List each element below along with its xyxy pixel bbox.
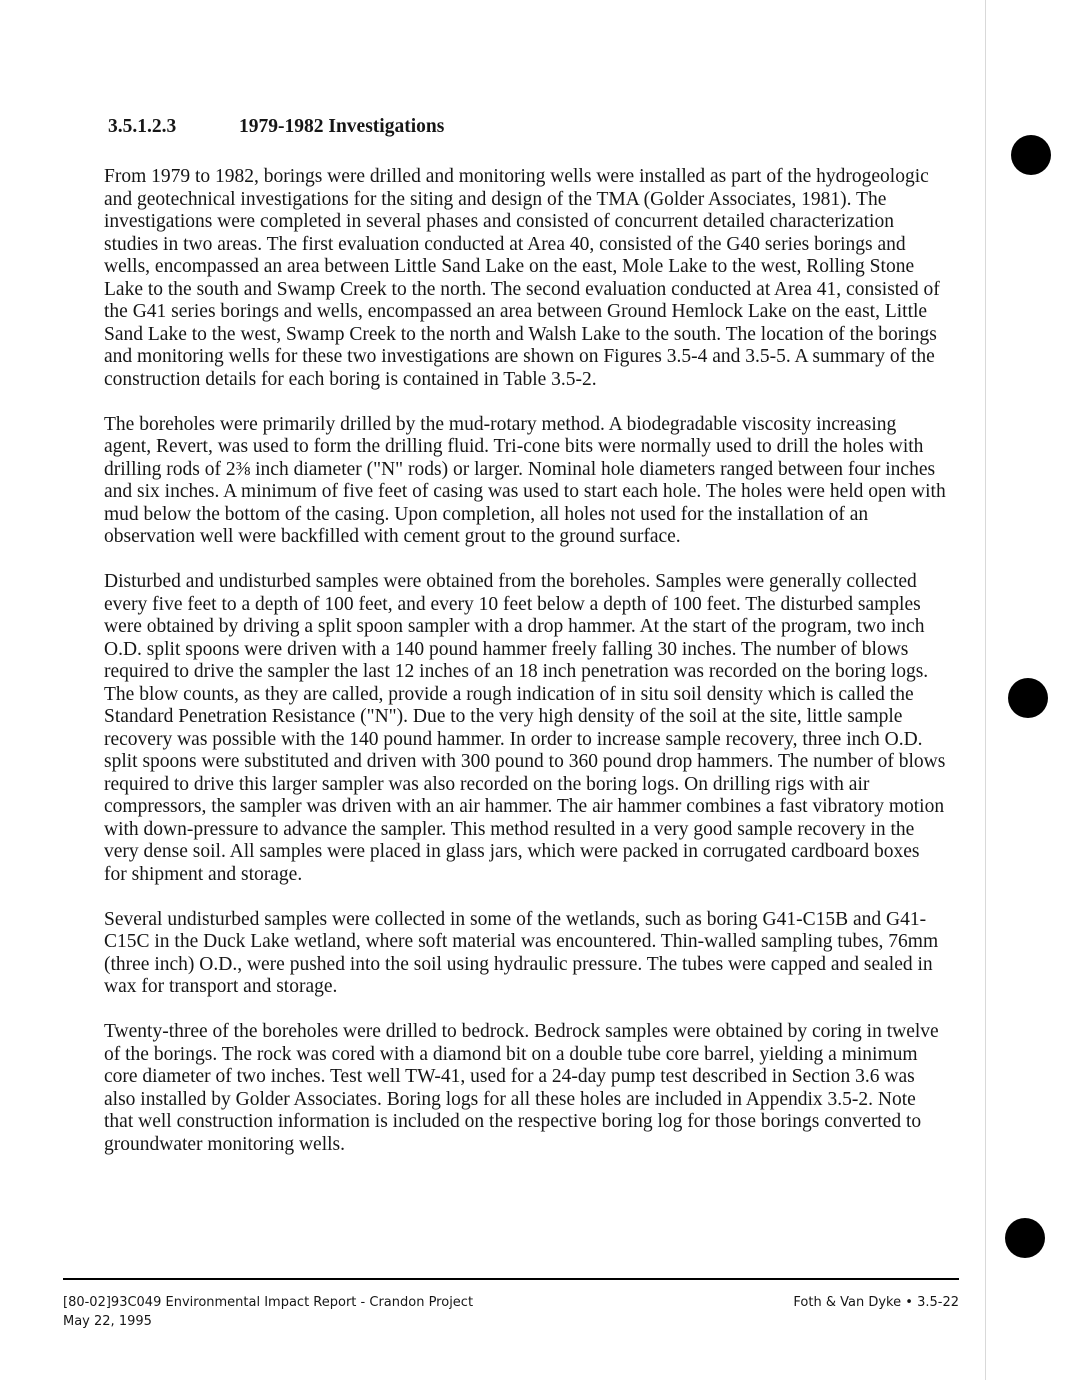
footer-left [63, 1293, 473, 1331]
paragraph-4: Several undisturbed samples were collected in some of the wetlands, such as boring G41-C15B and G41-C15C in the Duck Lake wetland, where soft material was encountered. Thin-walled sampling tubes, 76mm (three inch) O.D., were pushed into the soil using hydraulic pressure. The tubes were capped and sealed in wax for transport and storage. [104, 908, 939, 997]
footer-company: Foth & Van Dyke [793, 1295, 902, 1310]
footer-right [793, 1293, 959, 1312]
paragraph-3: Disturbed and undisturbed samples were obtained from the boreholes. Samples were generally collected every five feet to a depth of 100 feet, and every 10 feet below a depth of 100 feet. The disturbed samples were obtained by driving a split spoon sampler with a drop hammer. At the start of the program, two inch O.D. split spoons were driven with a 140 pound hammer freely falling 30 inches. The number of blows required to drive the sampler the last 12 inches of an 18 inch penetration was recorded on the boring logs. The blow counts, as they are called, provide a rough indication of in situ soil density which is called the Standard Penetration Resistance ("N"). Due to the very high density of the soil at the site, little sample recovery was possible with the 140 pound hammer. In order to increase sample recovery, three inch O.D. split spoons were substituted and driven with 300 pound to 360 pound drop hammers. The number of blows required to drive this larger sampler was also recorded on the boring logs. On drilling rigs with air compressors, the sampler was driven with an air hammer. The air hammer combines a fast vibratory motion with down-pressure to advance the sampler. This method resulted in a very good sample recovery in the very dense soil. All samples were placed in glass jars, which were packed in corrugated cardboard boxes for shipment and storage. [104, 571, 946, 885]
paragraph-1: From 1979 to 1982, borings were drilled and monitoring wells were installed as part of the hydrogeologic and geotechnical investigations for the siting and design of the TMA (Golder Associates, 1981). The investigations were completed in several phases and consisted of concurrent detailed characterization studies in two areas. The first evaluation conducted at Area 40, consisted of the G40 series borings and wells, encompassed an area between Little Sand Lake on the east, Mole Lake to the west, Rolling Stone Lake to the south and Swamp Creek to the north. The second evaluation conducted at Area 41, consisted of the G41 series borings and wells, encompassed an area between Ground Hemlock Lake on the east, Little Sand Lake to the west, Swamp Creek to the north and Walsh Lake to the south. The location of the borings and monitoring wells for these two investigations are shown on Figures 3.5-4 and 3.5-5. A summary of the construction details for each boring is contained in Table 3.5-2. [104, 166, 940, 390]
body-text [104, 166, 946, 1179]
section-number: 3.5.1.2.3 [108, 116, 177, 137]
footer-doc-id: [80-02]93C049 [63, 1295, 162, 1310]
section-title: 1979-1982 Investigations [239, 116, 445, 137]
footer-report-title: Environmental Impact Report - Crandon Project [165, 1295, 474, 1310]
paragraph-2: The boreholes were primarily drilled by the mud-rotary method. A biodegradable viscosity increasing agent, Revert, was used to form the drilling fluid. Tri-cone bits were normally used to drill the holes with drilling rods of 2⅜ inch diameter ("N" rods) or larger. Nominal hole diameters ranged between four inches and six inches. A minimum of five feet of casing was used to start each hole. The holes were held open with mud below the bottom of the casing. Upon completion, all holes not used for the installation of an observation well were backfilled with cement grout to the ground surface. [104, 413, 946, 547]
footer-rule [63, 1278, 959, 1280]
binder-hole-middle [1008, 678, 1048, 718]
binder-hole-top [1011, 135, 1051, 175]
section-heading [108, 116, 444, 138]
paragraph-5: Twenty-three of the boreholes were drilled to bedrock. Bedrock samples were obtained by coring in twelve of the borings. The rock was cored with a diamond bit on a double tube core barrel, yielding a minimum core diameter of two inches. Test well TW-41, used for a 24-day pump test described in Section 3.6 was also installed by Golder Associates. Boring logs for all these holes are included in Appendix 3.5-2. Note that well construction information is included on the respective boring log for those borings converted to groundwater monitoring wells. [104, 1021, 939, 1155]
footer-separator: • [905, 1295, 913, 1310]
binder-hole-bottom [1005, 1218, 1045, 1258]
footer-date: May 22, 1995 [63, 1314, 152, 1329]
page-edge-line [985, 0, 986, 1380]
footer-page-number: 3.5-22 [917, 1295, 959, 1310]
